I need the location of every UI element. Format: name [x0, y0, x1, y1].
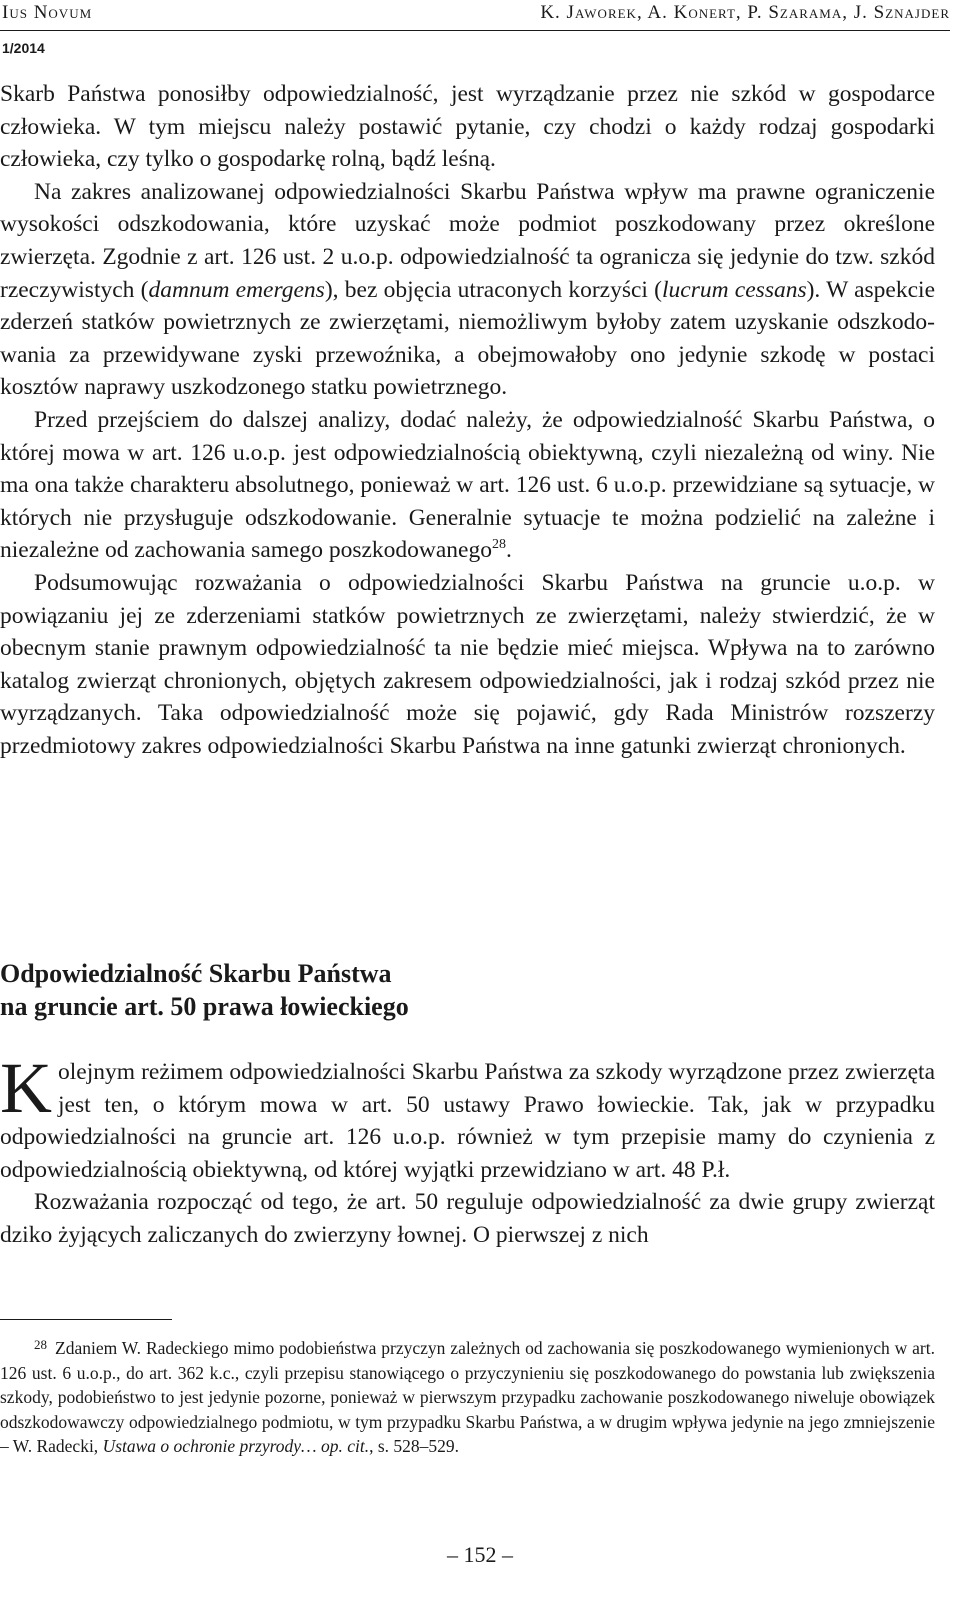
page-number: – 152 –	[447, 1542, 513, 1567]
footnote-rule	[0, 1319, 172, 1320]
main-text	[0, 78, 935, 762]
paragraph-3-end: .	[506, 537, 512, 564]
footnote-28	[0, 1333, 935, 1459]
footnote-ref[interactable]: 28	[492, 537, 506, 553]
paragraph-3	[0, 404, 935, 567]
section-paragraph-1-text: olejnym reżimem odpowiedzialności Skarbu Państwa za szkody wyrządzone przez zwierzęta jest ten, o którym mowa w art. 50 ustawy Prawo łowieckie. Tak, jak w przypadku odpowiedzialności na gruncie art. 126 u.o.p. również w tym przepisie mamy do czynienia z odpowiedzialnością obiektywną, od której wyjątki przewidziano w art. 48 P.ł.	[0, 1059, 935, 1183]
authors: K. Jaworek, A. Konert, P. Szarama, J. Sznajder	[540, 2, 950, 23]
running-header	[0, 2, 960, 30]
section-paragraph-1	[0, 1048, 935, 1186]
footnote	[0, 1333, 935, 1459]
paragraph-2-text-b: ), bez objęcia utraconych korzyści (	[324, 276, 662, 303]
section-heading-line-1: Odpowiedzialność Skarbu Państwa	[0, 959, 392, 988]
section-paragraph-2: Rozważania rozpocząć od tego, że art. 50 reguluje odpowiedzialność za dwie grupy zwierząt dziko żyjących zaliczanych do zwierzyny łownej. O pierwszej z nich	[0, 1189, 935, 1248]
paragraph-2	[0, 176, 935, 404]
issue-number: 1/2014	[2, 40, 45, 56]
paragraph-2-text-c: ). W aspekcie zderzeń statków powietrznych ze zwierzętami, niemożliwym byłoby zatem uzyskanie odszkodowania za przewidywane zyski przewoźnika, a obejmowałoby ono jedynie szkodę w postaci kosztów naprawy uszkodzonego statku powietrznego.	[0, 276, 936, 401]
header-rule	[0, 30, 950, 31]
footnote-number: 28	[34, 1337, 47, 1352]
drop-cap: K	[0, 1048, 52, 1128]
section-heading	[0, 957, 700, 1023]
footnote-end: , s. 528–529.	[369, 1436, 460, 1457]
term-lucrum-cessans: lucrum cessans	[662, 276, 807, 303]
paragraph-4: Podsumowując rozważania o odpowiedzialności Skarbu Państwa na gruncie u.o.p. w powiązaniu jej ze zderzeniami statków powietrznych ze zwierzętami, należy stwierdzić, że w obecnym stanie prawnym odpowiedzialność ta nie będzie mieć miejsca. Wpływa na to zarówno katalog zwierząt chronionych, objętych zakresem odpowiedzialności, jak i rodzaj szkód przez nie wyrządzanych. Taka odpowiedzialność może się pojawić, gdy Rada Ministrów rozszerzy przedmiotowy zakres odpowiedzialności Skarbu Państwa na inne gatunki zwierząt chronionych.	[0, 569, 935, 759]
journal-title: Ius Novum	[2, 2, 93, 23]
paragraph-2-text-a: Na zakres analizowanej odpowiedzialności Skarbu Państwa wpływ ma prawne ograniczenie wysokości odszkodowania, które uzyskać może podmiot poszkodowany przez określone zwierzęta. Zgodnie z art. 126 ust. 2 u.o.p. odpowiedzialność ta ogranicza się jedynie do tzw. szkód rzeczywistych (	[0, 178, 935, 303]
section-heading-line-2: na gruncie art. 50 prawa łowieckiego	[0, 992, 409, 1021]
paragraph-3-text: Przed przejściem do dalszej analizy, dodać należy, że odpowiedzialność Skarbu Państwa, o której mowa w art. 126 u.o.p. jest odpowiedzialnością obiektywną, czyli niezależną od winy. Nie ma ona także charakteru absolutnego, ponieważ w art. 126 ust. 6 u.o.p. przewidziane są sytuacje, w których nie przysługuje odszkodowanie. Generalnie sytuacje te można podzielić na zależne i niezależne od zachowania samego poszkodowanego	[0, 406, 935, 564]
footnote-text: Zdaniem W. Radeckiego mimo podobieństwa przyczyn zależnych od zachowania się poszkodowanego wymienionych w art. 126 ust. 6 u.o.p., do art. 362 k.c., czyli przepisu stanowiącego o przyczynieniu się poszkodowanego do powstania lub zwiększenia szkody, podobieństwo to jest jedynie pozorne, ponieważ w pierwszym przypadku zachowanie poszkodowanego niweluje obowiązek odszkodowawczy odpowiedzialnego podmiotu, w tym przypadku Skarbu Państwa, a w drugim wpływa jedynie na jego zmniejszenie – W. Radecki,	[0, 1338, 935, 1457]
footnote-cited-title: Ustawa o ochronie przyrody…	[102, 1436, 317, 1457]
section-text	[0, 1048, 935, 1252]
term-damnum-emergens: damnum emergens	[148, 276, 325, 303]
footnote-op-cit: op. cit.	[320, 1436, 370, 1457]
paragraph-1: Skarb Państwa ponosiłby odpowiedzialność, jest wyrządzanie przez nie szkód w gospodarce człowieka. W tym miejscu należy postawić pytanie, czy chodzi o każdy rodzaj gospodarki człowieka, czy tylko o gospodarkę rolną, bądź leśną.	[0, 81, 935, 173]
